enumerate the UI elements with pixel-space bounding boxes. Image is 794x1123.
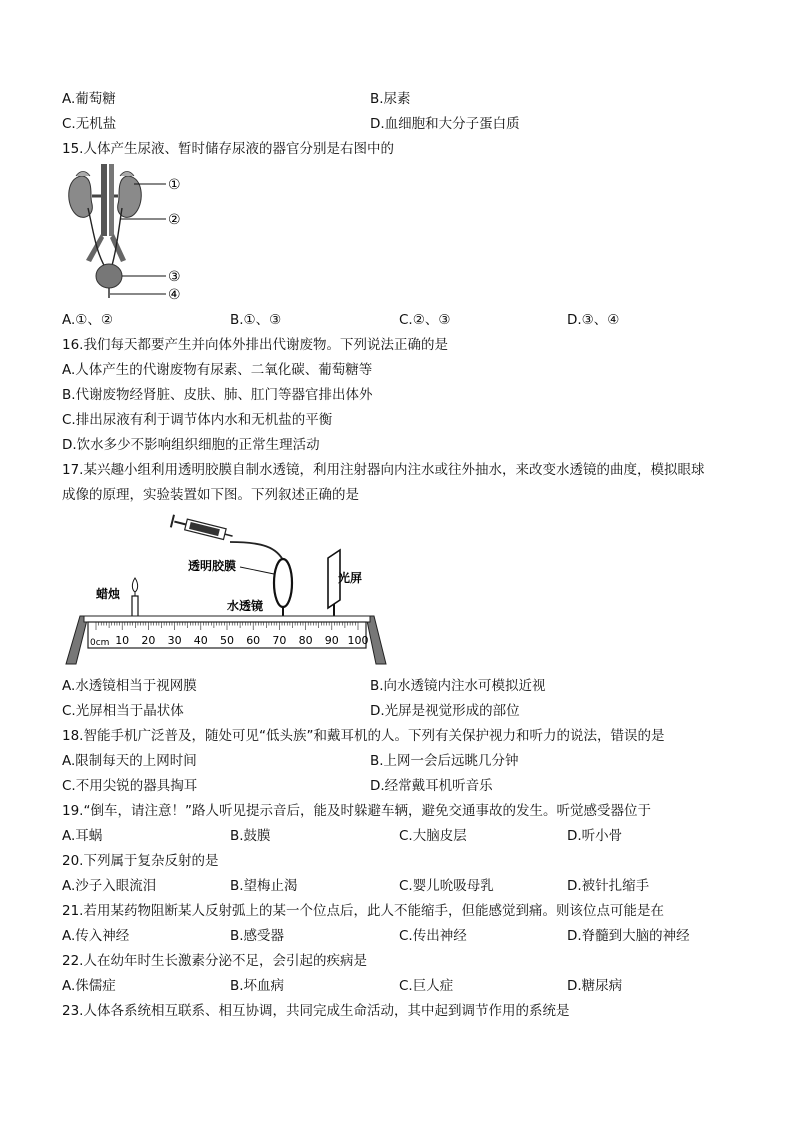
q14-option-a: A.葡萄糖: [62, 91, 116, 107]
q19-stem: 19.“倒车，请注意！”路人听见提示音后，能及时躲避车辆，避免交通事故的发生。听觉感受器位于: [62, 803, 651, 819]
ruler-tick-label: 80: [298, 634, 313, 647]
q17-option-a: A.水透镜相当于视网膜: [62, 678, 197, 694]
q18-option-c: C.不用尖锐的器具掏耳: [62, 778, 198, 794]
label-lens: 水透镜: [227, 599, 264, 613]
label-candle: 蜡烛: [96, 587, 121, 601]
label-membrane: 透明胶膜: [188, 559, 237, 573]
ruler-tick-label: 30: [167, 634, 182, 647]
q20-option-b: B.望梅止渴: [230, 878, 298, 894]
q15-option-d: D.③、④: [567, 312, 620, 328]
q15-stem: 15.人体产生尿液、暂时储存尿液的器官分别是右图中的: [62, 141, 394, 157]
q15-option-b: B.①、③: [230, 312, 282, 328]
q22-option-b: B.坏血病: [230, 978, 285, 994]
q14-option-c: C.无机盐: [62, 116, 117, 132]
bench-leg-right: [366, 616, 386, 664]
q16-option-b: B.代谢废物经肾脏、皮肤、肺、肛门等器官排出体外: [62, 387, 373, 403]
q19-option-a: A.耳蜗: [62, 828, 103, 844]
ruler-tick-label: 20: [141, 634, 156, 647]
q17-option-b: B.向水透镜内注水可模拟近视: [370, 678, 546, 694]
q21-option-d: D.脊髓到大脑的神经: [567, 928, 690, 944]
q18-option-a: A.限制每天的上网时间: [62, 753, 197, 769]
q22-option-a: A.侏儒症: [62, 978, 116, 994]
q23-stem: 23.人体各系统相互联系、相互协调，共同完成生命活动，其中起到调节作用的系统是: [62, 1003, 570, 1019]
label-4: ④: [168, 287, 181, 302]
q17-stem-line2: 成像的原理，实验装置如下图。下列叙述正确的是: [62, 487, 359, 503]
q20-option-c: C.婴儿吮吸母乳: [399, 878, 494, 894]
q20-option-a: A.沙子入眼流泪: [62, 878, 157, 894]
q17-option-d: D.光屏是视觉形成的部位: [370, 703, 520, 719]
ruler-tick-label: 50: [220, 634, 234, 647]
q22-option-c: C.巨人症: [399, 978, 454, 994]
ruler-unit: 0cm: [90, 638, 110, 648]
q17-stem-line1: 17.某兴趣小组利用透明胶膜自制水透镜，利用注射器向内注水或往外抽水，来改变水透镜的曲度，模拟眼球: [62, 462, 705, 478]
q21-option-b: B.感受器: [230, 928, 285, 944]
q18-option-d: D.经常戴耳机听音乐: [370, 778, 493, 794]
q16-option-d: D.饮水多少不影响组织细胞的正常生理活动: [62, 437, 320, 453]
q19-option-c: C.大脑皮层: [399, 828, 467, 844]
q19-option-d: D.听小骨: [567, 828, 623, 844]
ruler-tick-label: 90: [324, 634, 339, 647]
q22-stem: 22.人在幼年时生长激素分泌不足，会引起的疾病是: [62, 953, 367, 969]
label-screen: 光屏: [338, 571, 363, 585]
q16-option-c: C.排出尿液有利于调节体内水和无机盐的平衡: [62, 412, 333, 428]
label-1: ①: [168, 177, 181, 193]
q15-option-c: C.②、③: [399, 312, 451, 328]
candle-flame: [132, 578, 137, 592]
ruler-tick-label: 70: [272, 634, 287, 647]
q21-stem: 21.若用某药物阻断某人反射弧上的某一个位点后，此人不能缩手，但能感觉到痛。则该位点可能是在: [62, 903, 664, 919]
label-2: ②: [168, 212, 181, 228]
water-lens: [274, 559, 292, 607]
syringe: [171, 515, 234, 543]
q21-option-a: A.传入神经: [62, 928, 130, 944]
ruler-tick-label: 60: [246, 634, 261, 647]
q19-option-b: B.鼓膜: [230, 828, 271, 844]
ruler-tick-label: 100: [347, 634, 369, 647]
q21-option-c: C.传出神经: [399, 928, 467, 944]
q16-stem: 16.我们每天都要产生并向体外排出代谢废物。下列说法正确的是: [62, 337, 448, 353]
q15-option-a: A.①、②: [62, 312, 113, 328]
ruler-tick-label: 10: [115, 634, 130, 647]
ruler-tick-label: 40: [193, 634, 208, 647]
q17-option-c: C.光屏相当于晶状体: [62, 703, 184, 719]
water-lens-experiment-figure: [62, 512, 392, 668]
q22-option-d: D.糖尿病: [567, 978, 623, 994]
q16-option-a: A.人体产生的代谢废物有尿素、二氧化碳、葡萄糖等: [62, 362, 373, 378]
bench-leg-left: [66, 616, 88, 664]
q20-option-d: D.被针扎缩手: [567, 878, 650, 894]
q18-stem: 18.智能手机广泛普及，随处可见“低头族”和戴耳机的人。下列有关保护视力和听力的说法，错误的是: [62, 728, 665, 744]
bladder: [96, 264, 122, 288]
urinary-system-figure: [64, 164, 194, 302]
q18-option-b: B.上网一会后远眺几分钟: [370, 753, 519, 769]
q20-stem: 20.下列属于复杂反射的是: [62, 853, 219, 869]
q14-option-b: B.尿素: [370, 91, 411, 107]
q14-option-d: D.血细胞和大分子蛋白质: [370, 116, 520, 132]
label-3: ③: [168, 269, 181, 285]
